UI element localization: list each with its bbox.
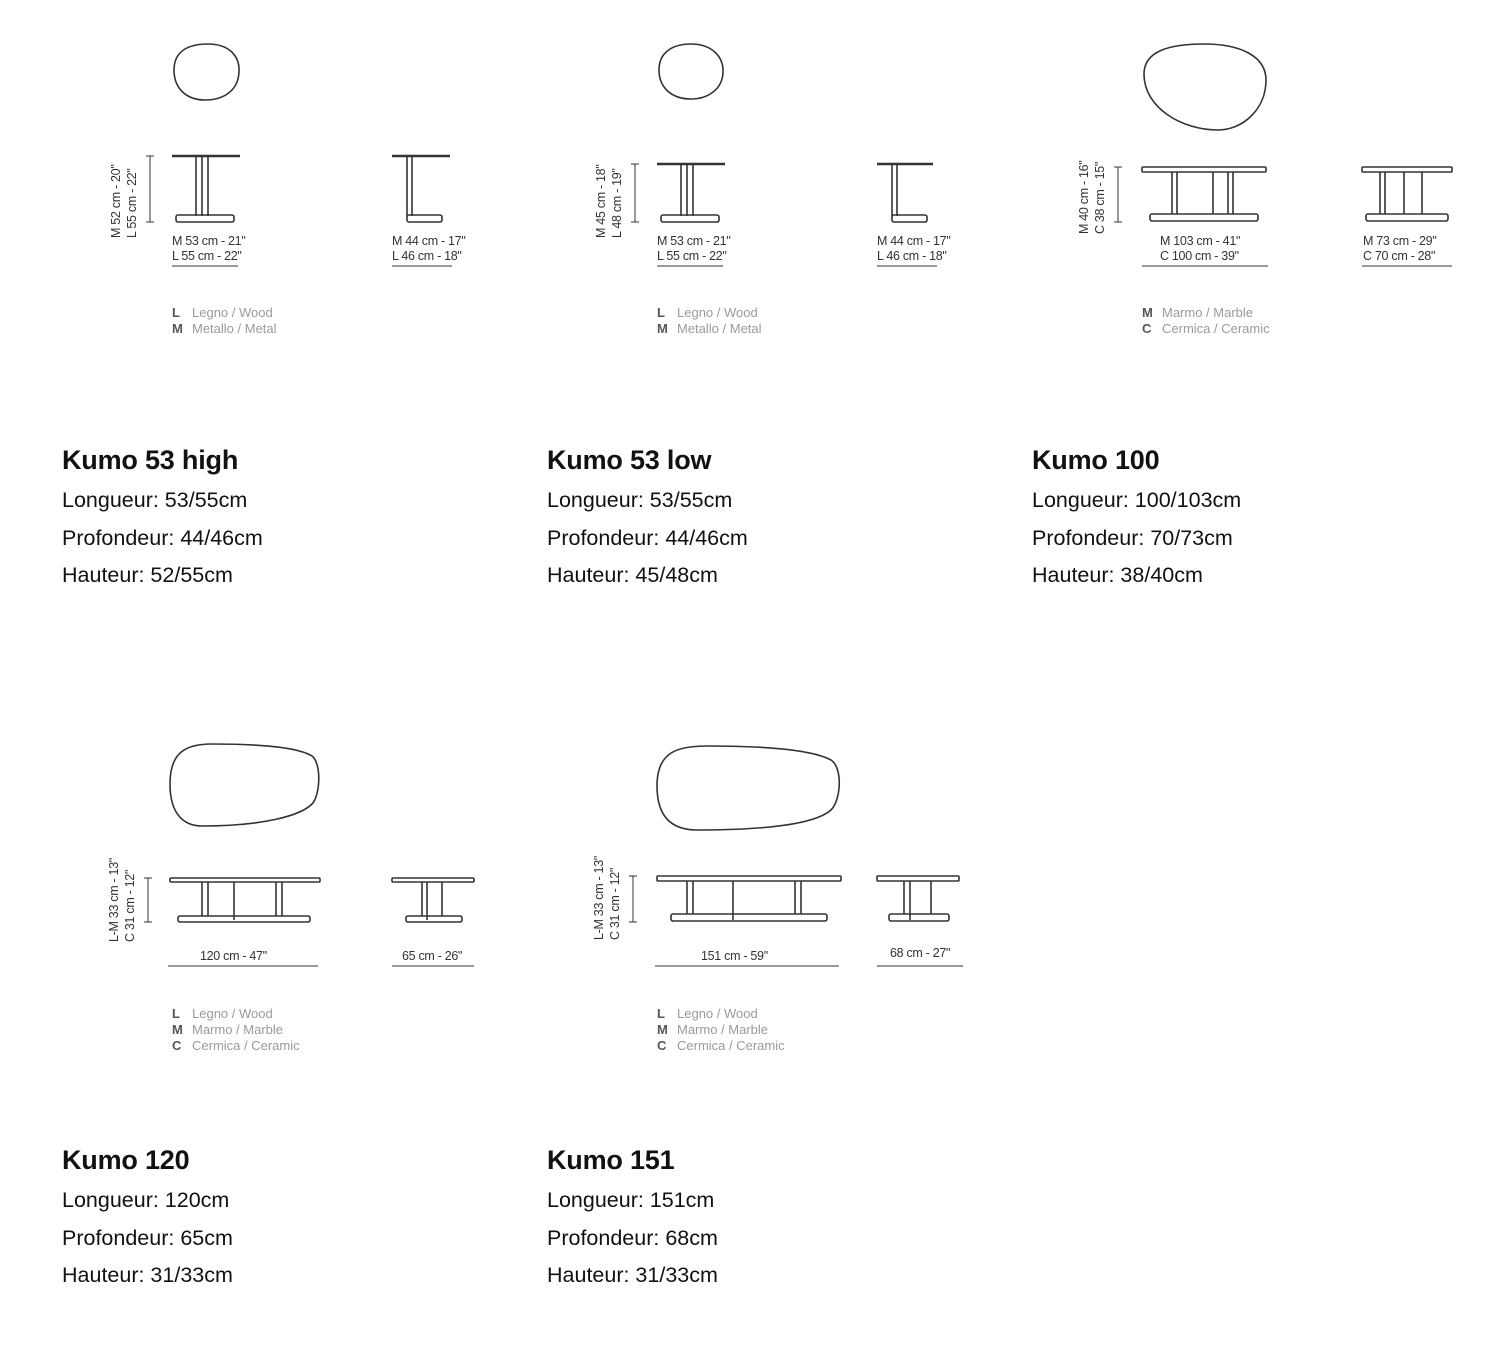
legend-text: Legno / Wood xyxy=(677,305,758,320)
legend-key: M xyxy=(1142,305,1153,320)
front-base xyxy=(176,215,234,222)
legend-key: M xyxy=(172,321,183,336)
legend-text: Cermica / Ceramic xyxy=(677,1038,785,1053)
side-base xyxy=(406,916,462,922)
spec-depth: Profondeur: 65cm xyxy=(62,1225,233,1250)
technical-drawing xyxy=(1032,0,1502,400)
side-tabletop xyxy=(1362,167,1452,172)
depth-label-1: 65 cm - 26" xyxy=(402,949,463,963)
legend-text: Legno / Wood xyxy=(677,1006,758,1021)
spec-height: Hauteur: 38/40cm xyxy=(1032,563,1203,587)
legend-text: Cermica / Ceramic xyxy=(192,1038,300,1053)
legend-text: Marmo / Marble xyxy=(1162,305,1254,320)
legend-key: M xyxy=(172,1022,183,1037)
product-info xyxy=(1032,444,1502,595)
legend-text: Marmo / Marble xyxy=(192,1022,284,1037)
spec-depth: Profondeur: 70/73cm xyxy=(1032,525,1233,550)
legend-key: C xyxy=(172,1038,182,1053)
spec-length: Longueur: 53/55cm xyxy=(547,488,733,512)
length-label-2: C 100 cm - 39" xyxy=(1160,249,1239,263)
product-title: Kumo 120 xyxy=(62,1145,190,1175)
legend-key: L xyxy=(657,305,665,320)
top-view-outline xyxy=(174,44,239,100)
drawing-svg xyxy=(547,700,1017,1100)
side-base xyxy=(892,215,927,222)
depth-label-1: 68 cm - 27" xyxy=(890,946,951,960)
legend-key: C xyxy=(1142,321,1152,336)
legend-key: M xyxy=(657,321,668,336)
legend-key: C xyxy=(657,1038,667,1053)
height-label-1: L-M 33 cm - 13" xyxy=(107,858,121,942)
height-label-2: L 48 cm - 19" xyxy=(610,168,624,238)
drawing-svg xyxy=(62,0,532,400)
front-tabletop xyxy=(657,876,841,881)
top-view-outline xyxy=(659,44,723,99)
depth-label-1: M 44 cm - 17" xyxy=(392,234,466,248)
product-title: Kumo 53 low xyxy=(547,445,712,475)
length-label-1: M 53 cm - 21" xyxy=(172,234,246,248)
spec-height: Hauteur: 45/48cm xyxy=(547,563,718,587)
height-label-1: M 52 cm - 20" xyxy=(109,164,123,238)
product-info xyxy=(547,1144,1017,1295)
length-label-2: L 55 cm - 22" xyxy=(172,249,242,263)
spec-height: Hauteur: 52/55cm xyxy=(62,563,233,587)
depth-label-2: C 70 cm - 28" xyxy=(1363,249,1436,263)
depth-label-1: M 73 cm - 29" xyxy=(1363,234,1437,248)
legend-key: L xyxy=(172,1006,180,1021)
spec-length: Longueur: 120cm xyxy=(62,1188,230,1212)
technical-drawing xyxy=(547,0,1017,400)
legend-key: M xyxy=(657,1022,668,1037)
side-tabletop xyxy=(877,876,959,881)
product-info xyxy=(547,444,1017,595)
spec-height: Hauteur: 31/33cm xyxy=(547,1263,718,1287)
front-tabletop xyxy=(1142,167,1266,172)
technical-drawing xyxy=(547,700,1017,1100)
height-label-2: C 31 cm - 12" xyxy=(123,869,137,942)
height-label-1: M 45 cm - 18" xyxy=(594,164,608,238)
legend-text: Metallo / Metal xyxy=(192,321,277,336)
product-title: Kumo 100 xyxy=(1032,445,1160,475)
height-label-1: M 40 cm - 16" xyxy=(1077,160,1091,234)
spec-depth: Profondeur: 44/46cm xyxy=(62,525,263,550)
spec-length: Longueur: 100/103cm xyxy=(1032,488,1242,512)
side-tabletop xyxy=(392,878,474,882)
length-label-1: 120 cm - 47" xyxy=(200,949,267,963)
drawing-svg xyxy=(547,0,1017,400)
length-label-1: M 53 cm - 21" xyxy=(657,234,731,248)
top-view-outline xyxy=(170,744,319,826)
legend-text: Marmo / Marble xyxy=(677,1022,769,1037)
length-label-1: 151 cm - 59" xyxy=(701,949,768,963)
depth-label-2: L 46 cm - 18" xyxy=(392,249,462,263)
spec-length: Longueur: 53/55cm xyxy=(62,488,248,512)
front-base xyxy=(661,215,719,222)
front-base xyxy=(178,916,310,922)
side-base xyxy=(407,215,442,222)
product-title: Kumo 151 xyxy=(547,1145,675,1175)
legend-text: Legno / Wood xyxy=(192,305,273,320)
side-base xyxy=(889,914,949,921)
drawing-svg xyxy=(62,700,532,1100)
technical-drawing xyxy=(62,700,532,1100)
top-view-outline xyxy=(657,746,839,830)
front-base xyxy=(671,914,827,921)
product-info xyxy=(62,1144,532,1295)
top-view-outline xyxy=(1144,44,1266,130)
legend-text: Metallo / Metal xyxy=(677,321,762,336)
front-tabletop xyxy=(170,878,320,882)
height-label-2: L 55 cm - 22" xyxy=(125,168,139,238)
legend-text: Cermica / Ceramic xyxy=(1162,321,1270,336)
depth-label-1: M 44 cm - 17" xyxy=(877,234,951,248)
legend-key: L xyxy=(657,1006,665,1021)
front-base xyxy=(1150,214,1258,221)
side-base xyxy=(1366,214,1448,221)
spec-length: Longueur: 151cm xyxy=(547,1188,715,1212)
spec-height: Hauteur: 31/33cm xyxy=(62,1263,233,1287)
length-label-1: M 103 cm - 41" xyxy=(1160,234,1241,248)
legend-key: L xyxy=(172,305,180,320)
technical-drawing xyxy=(62,0,532,400)
drawing-svg xyxy=(1032,0,1502,400)
legend-text: Legno / Wood xyxy=(192,1006,273,1021)
spec-depth: Profondeur: 68cm xyxy=(547,1225,718,1250)
spec-depth: Profondeur: 44/46cm xyxy=(547,525,748,550)
product-info xyxy=(62,444,532,595)
height-label-2: C 38 cm - 15" xyxy=(1093,161,1107,234)
length-label-2: L 55 cm - 22" xyxy=(657,249,727,263)
product-title: Kumo 53 high xyxy=(62,445,239,475)
height-label-2: C 31 cm - 12" xyxy=(608,867,622,940)
depth-label-2: L 46 cm - 18" xyxy=(877,249,947,263)
height-label-1: L-M 33 cm - 13" xyxy=(592,856,606,940)
